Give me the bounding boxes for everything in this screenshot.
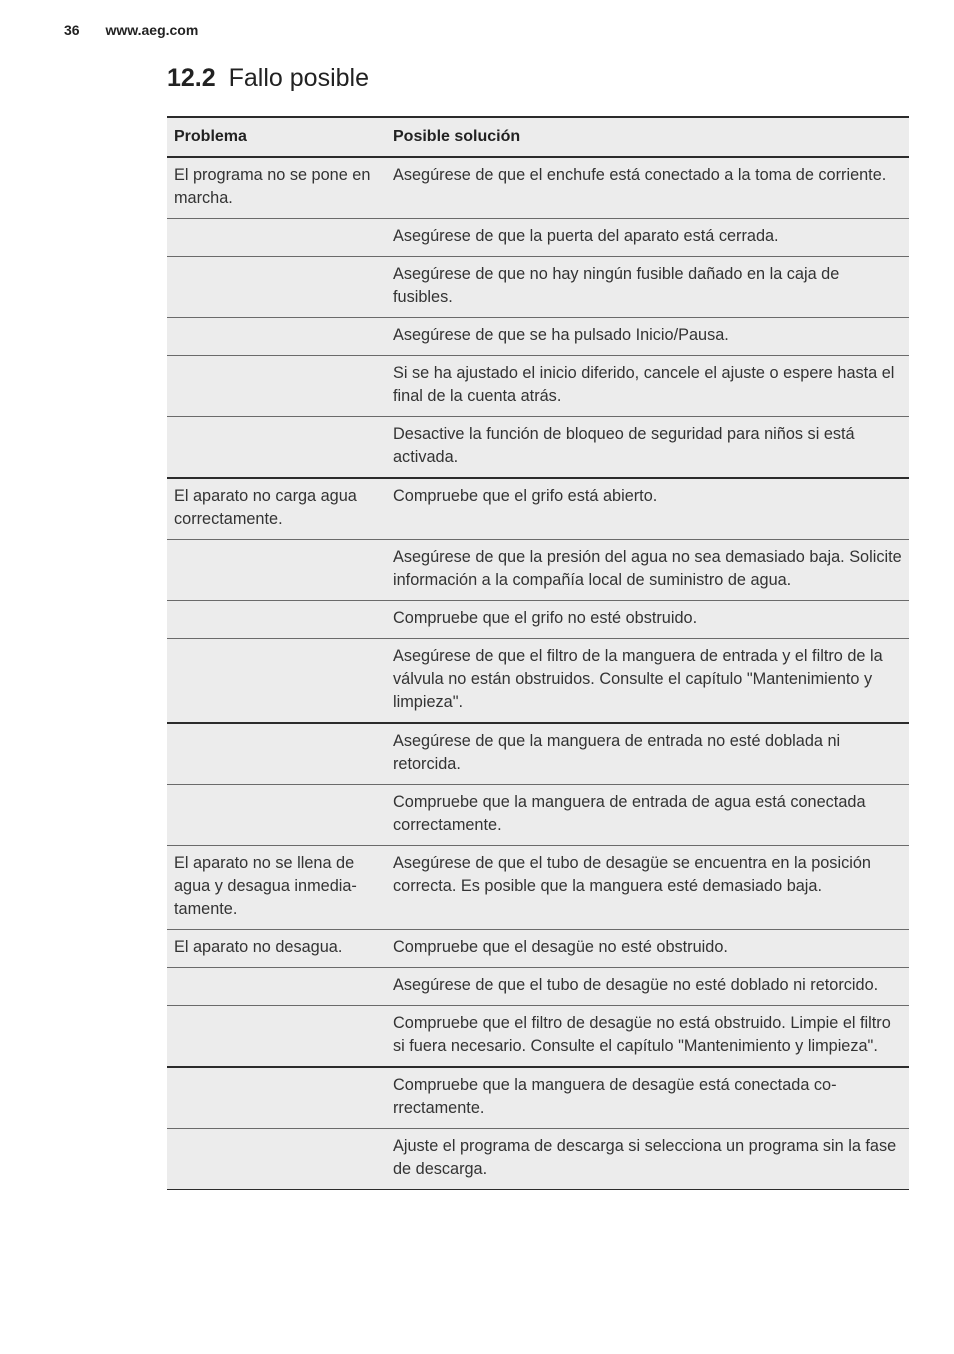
table-row: [167, 540, 909, 601]
solution-cell: Asegúrese de que la puerta del aparato está cerrada.: [386, 219, 909, 257]
problem-cell: El aparato no carga agua correctamente.: [167, 478, 386, 540]
solution-cell: Asegúrese de que el filtro de la manguera de entrada y el filtro de la válvula no están obstruidos. Consulte el capítulo "Mantenimiento y limpieza".: [386, 639, 909, 724]
table-row: [167, 930, 909, 968]
problem-cell: [167, 417, 386, 479]
section-title: [167, 64, 369, 93]
table-row: [167, 1006, 909, 1068]
solution-cell: Ajuste el programa de descarga si selecciona un programa sin la fase de descarga.: [386, 1129, 909, 1190]
column-header-solution: Posible solución: [386, 117, 909, 157]
problem-cell: [167, 356, 386, 417]
problem-cell: [167, 1006, 386, 1068]
problem-cell: [167, 723, 386, 785]
problem-cell: [167, 968, 386, 1006]
problem-cell: El aparato no se llena de agua y desagua inmediatamente.: [167, 846, 386, 930]
website-url: www.aeg.com: [105, 22, 199, 38]
problem-cell: El programa no se pone en marcha.: [167, 157, 386, 219]
solution-cell: Desactive la función de bloqueo de seguridad para niños si está activada.: [386, 417, 909, 479]
problem-cell: [167, 639, 386, 724]
section-heading: Fallo posible: [228, 64, 369, 92]
table-row: [167, 785, 909, 846]
table-row: [167, 257, 909, 318]
solution-cell: Asegúrese de que el tubo de desagüe se encuentra en la posición correcta. Es posible que la manguera esté demasiado baja.: [386, 846, 909, 930]
solution-cell: Asegúrese de que se ha pulsado Inicio/Pausa.: [386, 318, 909, 356]
table-row: [167, 968, 909, 1006]
solution-cell: Compruebe que el filtro de desagüe no está obstruido. Limpie el filtro si fuera necesario. Consulte el capítulo "Mantenimiento y limpieza".: [386, 1006, 909, 1068]
problem-cell: [167, 318, 386, 356]
problem-cell: [167, 1067, 386, 1129]
solution-cell: Asegúrese de que no hay ningún fusible dañado en la caja de fusibles.: [386, 257, 909, 318]
table-row: [167, 1067, 909, 1129]
problem-cell: [167, 257, 386, 318]
solution-cell: Compruebe que el grifo no esté obstruido.: [386, 601, 909, 639]
column-header-problem: Problema: [167, 117, 386, 157]
solution-cell: Compruebe que la manguera de entrada de agua está conectada correctamente.: [386, 785, 909, 846]
solution-cell: Compruebe que el desagüe no esté obstruido.: [386, 930, 909, 968]
solution-cell: Asegúrese de que el enchufe está conectado a la toma de corriente.: [386, 157, 909, 219]
solution-cell: Compruebe que el grifo está abierto.: [386, 478, 909, 540]
solution-cell: Asegúrese de que el tubo de desagüe no esté doblado ni retorcido.: [386, 968, 909, 1006]
table-row: [167, 318, 909, 356]
table-row: [167, 601, 909, 639]
section-number: 12.2: [167, 64, 216, 92]
table-row: [167, 846, 909, 930]
problem-cell: [167, 1129, 386, 1190]
problem-cell: [167, 785, 386, 846]
table-row: [167, 478, 909, 540]
table-row: [167, 1129, 909, 1190]
solution-cell: Compruebe que la manguera de desagüe está conectada correctamente.: [386, 1067, 909, 1129]
table-row: [167, 356, 909, 417]
troubleshooting-table: [167, 116, 909, 1190]
problem-cell: [167, 540, 386, 601]
page-number: 36: [64, 22, 80, 38]
table-header-row: [167, 117, 909, 157]
problem-cell: [167, 219, 386, 257]
table-row: [167, 157, 909, 219]
table-row: [167, 219, 909, 257]
problem-cell: [167, 601, 386, 639]
solution-cell: Asegúrese de que la manguera de entrada no esté doblada ni retorcida.: [386, 723, 909, 785]
table-row: [167, 723, 909, 785]
problem-cell: El aparato no desagua.: [167, 930, 386, 968]
solution-cell: Si se ha ajustado el inicio diferido, cancele el ajuste o espere hasta el final de la cuenta atrás.: [386, 356, 909, 417]
table-row: [167, 639, 909, 724]
table-row: [167, 417, 909, 479]
page-header: [64, 22, 198, 38]
solution-cell: Asegúrese de que la presión del agua no sea demasiado baja. Solicite información a la compañía local de suministro de agua.: [386, 540, 909, 601]
